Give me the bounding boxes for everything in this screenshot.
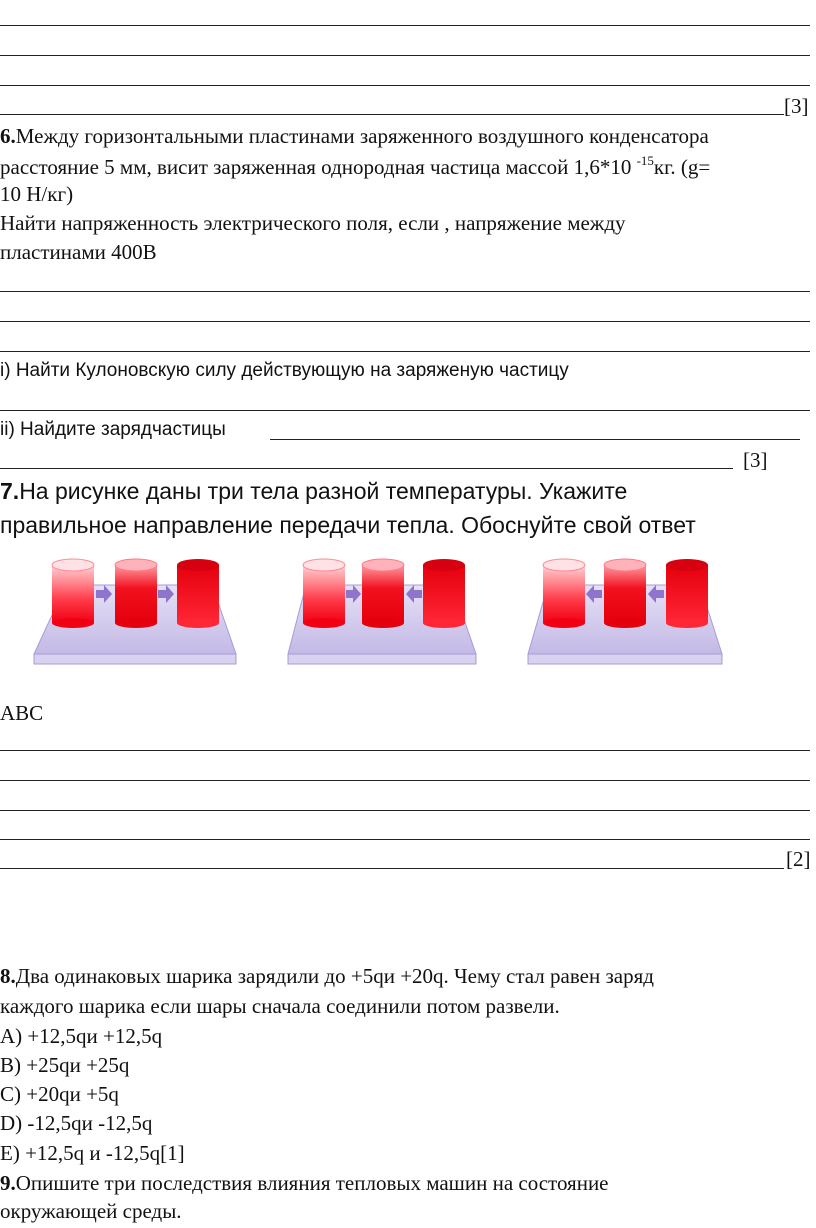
q5-score: [3] — [784, 94, 809, 118]
plate-edge — [288, 654, 476, 664]
answer-line — [0, 839, 810, 840]
cylinder-warm — [115, 559, 157, 628]
answer-line — [270, 439, 800, 440]
q9-line1: 9.Опишите три последствия влияния тепловых машин на состояние — [0, 1171, 609, 1195]
q8-line1: 8.Два одинаковых шарика зарядили до +5qи +20q. Чему стал равен заряд — [0, 964, 654, 988]
setup-c — [528, 559, 722, 664]
cylinder-cold — [303, 559, 345, 628]
q8-option-a: A) +12,5qи +12,5q — [0, 1024, 163, 1048]
cylinder-hot — [177, 559, 219, 628]
setup-b — [288, 559, 476, 664]
cylinder-warm — [604, 559, 646, 628]
q8-number: 8. — [0, 964, 16, 988]
q6-line3: 10 Н/кг) — [0, 182, 74, 206]
q6-subquestion-ii: ii) Найдите зарядчастицы — [0, 419, 226, 440]
answer-line — [0, 85, 810, 86]
q8-option-e: E) +12,5q и -12,5q[1] — [0, 1141, 185, 1165]
answer-line — [0, 291, 810, 292]
q6-number: 6. — [0, 124, 16, 148]
q7-number: 7. — [0, 478, 20, 504]
q6-line4: Найти напряженность электрического поля, если , напряжение между — [0, 211, 626, 235]
plate-edge — [528, 654, 722, 664]
setup-a — [34, 559, 236, 664]
q6-subquestion-i: i) Найти Кулоновскую силу действующую на заряженую частицу — [0, 360, 569, 381]
answer-line — [0, 114, 784, 115]
q8-line2: каждого шарика если шары сначала соединили потом развели. — [0, 994, 560, 1018]
q6-line1: 6.Между горизонтальными пластинами заряженного воздушного конденсатора — [0, 124, 709, 148]
q6-exponent: -15 — [636, 153, 654, 168]
answer-line — [0, 468, 733, 469]
answer-line — [0, 868, 784, 869]
q6-score: [3] — [743, 448, 768, 472]
q7-answer-label: ABC — [0, 701, 44, 725]
answer-line — [0, 351, 810, 352]
q7-line2: правильное направление передачи тепла. Обоснуйте свой ответ — [0, 512, 696, 538]
cylinder-hot — [666, 559, 708, 628]
q8-option-c: C) +20qи +5q — [0, 1082, 119, 1106]
q9-line2: окружающей среды. — [0, 1199, 182, 1223]
answer-line — [0, 810, 810, 811]
q6-line2: расстояние 5 мм, висит заряженная однородная частица массой 1,6*10 $^{-15}$кг. (g= — [0, 153, 711, 179]
answer-line — [0, 750, 810, 751]
heat-transfer-figure — [0, 550, 816, 675]
answer-line — [0, 25, 810, 26]
q7-line1: 7.На рисунке даны три тела разной температуры. Укажите — [0, 478, 628, 504]
q9-number: 9. — [0, 1171, 16, 1195]
cylinder-cold — [543, 559, 585, 628]
q8-option-d: D) -12,5qи -12,5q — [0, 1111, 153, 1135]
answer-line — [0, 780, 810, 781]
answer-line — [0, 321, 810, 322]
answer-line — [0, 410, 810, 411]
answer-line — [0, 55, 810, 56]
cylinder-cold — [52, 559, 94, 628]
q6-line5: пластинами 400В — [0, 240, 157, 264]
cylinder-hot — [423, 559, 465, 628]
q7-score: [2] — [786, 847, 811, 871]
cylinder-warm — [362, 559, 404, 628]
q8-option-b: B) +25qи +25q — [0, 1053, 130, 1077]
plate-edge — [34, 654, 236, 664]
